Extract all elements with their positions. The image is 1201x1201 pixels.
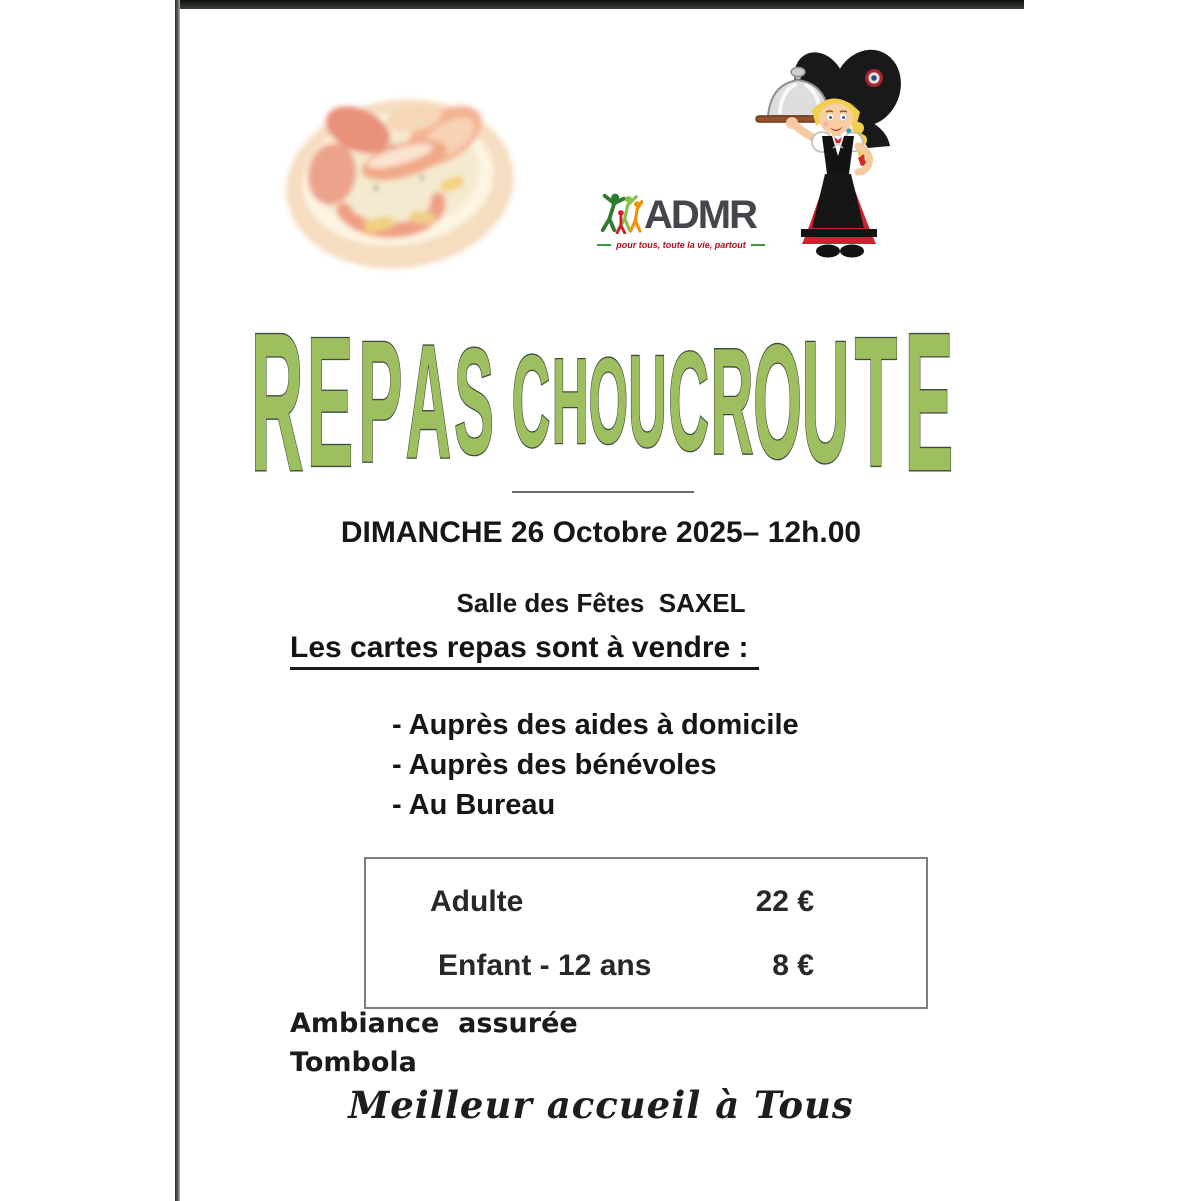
title-divider [512, 491, 694, 493]
ambiance-line: Ambiance assurée [290, 1008, 578, 1039]
tagline-dash-left [597, 244, 611, 246]
sales-heading-wrap [290, 631, 759, 670]
price-label-adult: Adulte [430, 885, 524, 918]
closing-line: Meilleur accueil à Tous [348, 1083, 854, 1127]
price-box [364, 857, 928, 1009]
svg-text:R: R [710, 320, 754, 478]
svg-text:C: C [511, 329, 551, 475]
sales-heading: Les cartes repas sont à vendre : [290, 631, 759, 670]
poster-title [250, 320, 956, 480]
choucroute-dish-illustration [272, 58, 534, 290]
svg-text:A: A [405, 320, 452, 478]
admr-logo-text: ADMR [644, 192, 756, 237]
svg-text:E: E [904, 320, 954, 478]
tombola-line: Tombola [290, 1047, 417, 1078]
svg-text:O: O [753, 320, 803, 478]
sales-item: - Auprès des aides à domicile [392, 709, 799, 741]
svg-text:P: P [358, 320, 403, 478]
tagline-dash-right [751, 244, 765, 246]
svg-text:U: U [801, 320, 850, 478]
svg-text:T: T [854, 320, 898, 478]
event-venue: Salle des Fêtes SAXEL [456, 588, 746, 618]
svg-text:C: C [668, 322, 710, 478]
svg-text:U: U [628, 329, 667, 475]
sales-item: - Au Bureau [392, 789, 556, 821]
price-label-child: Enfant - 12 ans [438, 949, 652, 982]
alsatian-woman-illustration [740, 30, 940, 270]
sales-items [392, 705, 799, 825]
svg-text:R: R [250, 320, 304, 478]
admr-tagline: pour tous, toute la vie, partout [616, 240, 746, 250]
svg-text:E: E [306, 320, 354, 478]
scan-edge-top [175, 0, 1024, 9]
svg-text:H: H [551, 331, 589, 470]
price-value-child: 8 € [772, 949, 814, 982]
price-value-adult: 22 € [755, 885, 814, 918]
admr-figures-icon [595, 190, 643, 239]
svg-text:O: O [588, 331, 629, 470]
admr-logo [595, 190, 765, 250]
svg-text:S: S [454, 320, 494, 478]
sales-item: - Auprès des bénévoles [392, 749, 717, 781]
event-date: DIMANCHE 26 Octobre 2025– 12h.00 [340, 516, 862, 549]
